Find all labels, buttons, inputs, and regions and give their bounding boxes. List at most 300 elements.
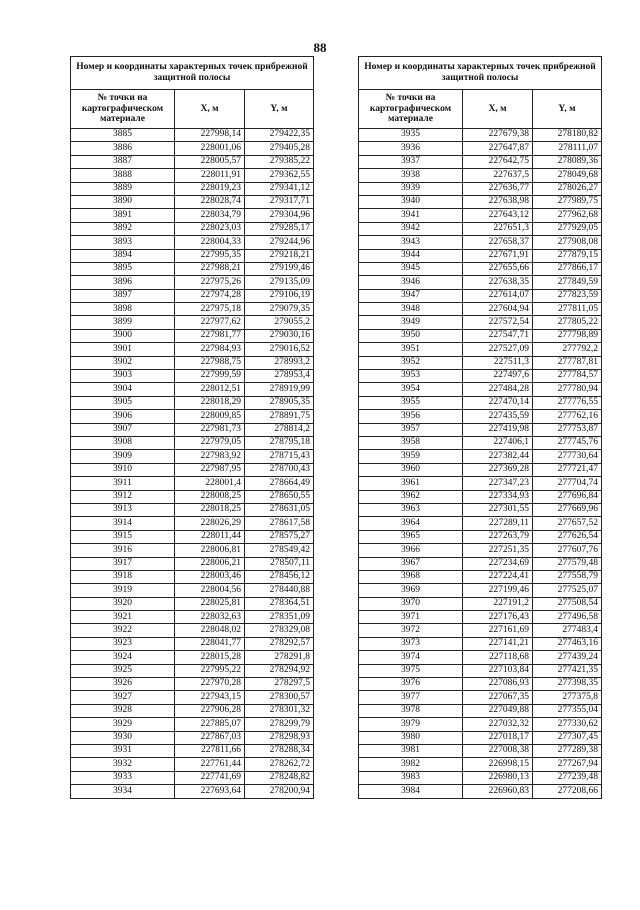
- table-row: [359, 463, 602, 476]
- table-row: [71, 758, 314, 771]
- table-row: [71, 343, 314, 356]
- x-coordinate-cell: 227655,66: [463, 262, 533, 275]
- y-coordinate-cell: 277879,15: [533, 249, 602, 262]
- point-number-cell: 3967: [359, 557, 463, 570]
- table-row: [71, 463, 314, 476]
- y-coordinate-cell: 277849,59: [533, 276, 602, 289]
- y-coordinate-cell: 277784,57: [533, 370, 602, 383]
- table-row: [359, 597, 602, 610]
- table-row: [359, 771, 602, 784]
- point-number-cell: 3935: [359, 129, 463, 142]
- x-coordinate-cell: 228009,85: [175, 410, 245, 423]
- y-coordinate-cell: 277989,75: [533, 195, 602, 208]
- table-row: [359, 651, 602, 664]
- y-coordinate-cell: 277787,81: [533, 356, 602, 369]
- point-number-cell: 3978: [359, 704, 463, 717]
- y-coordinate-cell: 277421,35: [533, 664, 602, 677]
- table-row: [71, 611, 314, 624]
- x-coordinate-cell: 227975,26: [175, 276, 245, 289]
- x-coordinate-cell: 227642,75: [463, 155, 533, 168]
- y-coordinate-cell: 278299,79: [245, 718, 314, 731]
- table-row: [71, 396, 314, 409]
- y-coordinate-cell: 278329,08: [245, 624, 314, 637]
- table-row: [71, 262, 314, 275]
- x-coordinate-cell: 228048,02: [175, 624, 245, 637]
- y-coordinate-cell: 278617,58: [245, 517, 314, 530]
- table-row: [71, 129, 314, 142]
- x-coordinate-cell: 228006,21: [175, 557, 245, 570]
- point-number-cell: 3915: [71, 530, 175, 543]
- point-number-cell: 3976: [359, 678, 463, 691]
- point-number-cell: 3901: [71, 343, 175, 356]
- point-number-cell: 3923: [71, 637, 175, 650]
- y-coordinate-cell: 279016,52: [245, 343, 314, 356]
- point-number-cell: 3961: [359, 477, 463, 490]
- y-coordinate-cell: 278891,75: [245, 410, 314, 423]
- table-row: [71, 584, 314, 597]
- x-coordinate-cell: 227999,59: [175, 370, 245, 383]
- y-coordinate-cell: 279218,21: [245, 249, 314, 262]
- table-row: [71, 316, 314, 329]
- y-coordinate-cell: 277508,54: [533, 597, 602, 610]
- point-number-cell: 3910: [71, 463, 175, 476]
- x-coordinate-cell: 227382,44: [463, 450, 533, 463]
- table-row: [359, 664, 602, 677]
- y-coordinate-cell: 278650,55: [245, 490, 314, 503]
- y-coordinate-cell: 277823,59: [533, 289, 602, 302]
- point-number-cell: 3970: [359, 597, 463, 610]
- coordinates-table-right: [358, 56, 602, 799]
- table-row: [359, 329, 602, 342]
- point-number-cell: 3937: [359, 155, 463, 168]
- y-coordinate-cell: 279362,55: [245, 169, 314, 182]
- x-coordinate-cell: 227741,69: [175, 771, 245, 784]
- table-row: [71, 329, 314, 342]
- x-coordinate-cell: 227981,77: [175, 329, 245, 342]
- x-coordinate-cell: 228019,23: [175, 182, 245, 195]
- point-number-cell: 3904: [71, 383, 175, 396]
- y-coordinate-cell: 277704,74: [533, 477, 602, 490]
- point-number-cell: 3886: [71, 142, 175, 155]
- table-row: [359, 370, 602, 383]
- x-coordinate-cell: 227867,03: [175, 731, 245, 744]
- x-coordinate-cell: 227032,32: [463, 718, 533, 731]
- x-coordinate-cell: 228018,29: [175, 396, 245, 409]
- point-number-cell: 3912: [71, 490, 175, 503]
- point-number-cell: 3906: [71, 410, 175, 423]
- table-row: [359, 570, 602, 583]
- x-coordinate-cell: 227263,79: [463, 530, 533, 543]
- column-header-x: X, м: [463, 90, 533, 129]
- x-coordinate-cell: 227638,35: [463, 276, 533, 289]
- table-row: [71, 570, 314, 583]
- y-coordinate-cell: 277307,45: [533, 731, 602, 744]
- y-coordinate-cell: 277657,52: [533, 517, 602, 530]
- x-coordinate-cell: 227470,14: [463, 396, 533, 409]
- y-coordinate-cell: 278456,12: [245, 570, 314, 583]
- y-coordinate-cell: 278700,43: [245, 463, 314, 476]
- point-number-cell: 3928: [71, 704, 175, 717]
- y-coordinate-cell: 277811,05: [533, 303, 602, 316]
- x-coordinate-cell: 228032,63: [175, 611, 245, 624]
- x-coordinate-cell: 228001,4: [175, 477, 245, 490]
- point-number-cell: 3926: [71, 678, 175, 691]
- table-row: [359, 758, 602, 771]
- y-coordinate-cell: 278298,93: [245, 731, 314, 744]
- table-row: [359, 182, 602, 195]
- table-row: [359, 678, 602, 691]
- x-coordinate-cell: 227658,37: [463, 236, 533, 249]
- x-coordinate-cell: 227693,64: [175, 785, 245, 798]
- point-number-cell: 3911: [71, 477, 175, 490]
- table-row: [359, 517, 602, 530]
- table-row: [359, 410, 602, 423]
- point-number-cell: 3898: [71, 303, 175, 316]
- table-row: [71, 517, 314, 530]
- y-coordinate-cell: 277239,48: [533, 771, 602, 784]
- point-number-cell: 3981: [359, 744, 463, 757]
- point-number-cell: 3936: [359, 142, 463, 155]
- x-coordinate-cell: 227008,38: [463, 744, 533, 757]
- y-coordinate-cell: 279199,46: [245, 262, 314, 275]
- x-coordinate-cell: 228005,57: [175, 155, 245, 168]
- column-header-y: Y, м: [533, 90, 602, 129]
- x-coordinate-cell: 226980,13: [463, 771, 533, 784]
- table-row: [71, 731, 314, 744]
- table-row: [359, 423, 602, 436]
- y-coordinate-cell: 277776,55: [533, 396, 602, 409]
- y-coordinate-cell: 278049,68: [533, 169, 602, 182]
- y-coordinate-cell: 279079,35: [245, 303, 314, 316]
- x-coordinate-cell: 227224,41: [463, 570, 533, 583]
- table-title: Номер и координаты характерных точек прибрежной защитной полосы: [71, 57, 314, 90]
- x-coordinate-cell: 228004,56: [175, 584, 245, 597]
- point-number-cell: 3934: [71, 785, 175, 798]
- x-coordinate-cell: 227199,46: [463, 584, 533, 597]
- point-number-cell: 3921: [71, 611, 175, 624]
- point-number-cell: 3897: [71, 289, 175, 302]
- point-number-cell: 3917: [71, 557, 175, 570]
- x-coordinate-cell: 227419,98: [463, 423, 533, 436]
- point-number-cell: 3952: [359, 356, 463, 369]
- point-number-cell: 3977: [359, 691, 463, 704]
- x-coordinate-cell: 227811,66: [175, 744, 245, 757]
- x-coordinate-cell: 228041,77: [175, 637, 245, 650]
- table-row: [359, 316, 602, 329]
- y-coordinate-cell: 278795,18: [245, 436, 314, 449]
- x-coordinate-cell: 228028,74: [175, 195, 245, 208]
- y-coordinate-cell: 277483,4: [533, 624, 602, 637]
- table-row: [71, 544, 314, 557]
- column-header-point: № точки на картографическом материале: [359, 90, 463, 129]
- point-number-cell: 3902: [71, 356, 175, 369]
- table-row: [359, 731, 602, 744]
- point-number-cell: 3983: [359, 771, 463, 784]
- point-number-cell: 3896: [71, 276, 175, 289]
- table-row: [359, 195, 602, 208]
- table-row: [71, 182, 314, 195]
- point-number-cell: 3965: [359, 530, 463, 543]
- point-number-cell: 3972: [359, 624, 463, 637]
- table-row: [359, 383, 602, 396]
- table-row: [71, 169, 314, 182]
- point-number-cell: 3927: [71, 691, 175, 704]
- x-coordinate-cell: 227679,38: [463, 129, 533, 142]
- x-coordinate-cell: 227636,77: [463, 182, 533, 195]
- table-row: [359, 356, 602, 369]
- y-coordinate-cell: 278364,51: [245, 597, 314, 610]
- x-coordinate-cell: 227981,73: [175, 423, 245, 436]
- x-coordinate-cell: 227251,35: [463, 544, 533, 557]
- table-row: [71, 423, 314, 436]
- y-coordinate-cell: 278507,11: [245, 557, 314, 570]
- y-coordinate-cell: 278262,72: [245, 758, 314, 771]
- table-row: [71, 410, 314, 423]
- table-row: [359, 637, 602, 650]
- table-row: [71, 651, 314, 664]
- x-coordinate-cell: 227943,15: [175, 691, 245, 704]
- x-coordinate-cell: 227103,84: [463, 664, 533, 677]
- y-coordinate-cell: 277753,87: [533, 423, 602, 436]
- y-coordinate-cell: 279106,19: [245, 289, 314, 302]
- y-coordinate-cell: 279304,96: [245, 209, 314, 222]
- x-coordinate-cell: 227527,09: [463, 343, 533, 356]
- y-coordinate-cell: 277962,68: [533, 209, 602, 222]
- point-number-cell: 3907: [71, 423, 175, 436]
- x-coordinate-cell: 228003,46: [175, 570, 245, 583]
- point-number-cell: 3964: [359, 517, 463, 530]
- y-coordinate-cell: 277330,62: [533, 718, 602, 731]
- point-number-cell: 3940: [359, 195, 463, 208]
- table-row: [71, 624, 314, 637]
- x-coordinate-cell: 227604,94: [463, 303, 533, 316]
- y-coordinate-cell: 278814,2: [245, 423, 314, 436]
- y-coordinate-cell: 277696,84: [533, 490, 602, 503]
- y-coordinate-cell: 277267,94: [533, 758, 602, 771]
- table-row: [359, 544, 602, 557]
- x-coordinate-cell: 227995,35: [175, 249, 245, 262]
- y-coordinate-cell: 278440,88: [245, 584, 314, 597]
- point-number-cell: 3960: [359, 463, 463, 476]
- y-coordinate-cell: 277745,76: [533, 436, 602, 449]
- table-row: [359, 450, 602, 463]
- x-coordinate-cell: 227979,05: [175, 436, 245, 449]
- point-number-cell: 3973: [359, 637, 463, 650]
- y-coordinate-cell: 279135,09: [245, 276, 314, 289]
- x-coordinate-cell: 227301,55: [463, 503, 533, 516]
- point-number-cell: 3933: [71, 771, 175, 784]
- y-coordinate-cell: 278631,05: [245, 503, 314, 516]
- x-coordinate-cell: 228026,29: [175, 517, 245, 530]
- table-row: [71, 490, 314, 503]
- table-row: [359, 262, 602, 275]
- point-number-cell: 3984: [359, 785, 463, 798]
- point-number-cell: 3947: [359, 289, 463, 302]
- x-coordinate-cell: 227497,6: [463, 370, 533, 383]
- x-coordinate-cell: 227141,21: [463, 637, 533, 650]
- table-row: [359, 503, 602, 516]
- y-coordinate-cell: 278664,49: [245, 477, 314, 490]
- point-number-cell: 3903: [71, 370, 175, 383]
- y-coordinate-cell: 277798,89: [533, 329, 602, 342]
- y-coordinate-cell: 279405,28: [245, 142, 314, 155]
- x-coordinate-cell: 228012,51: [175, 383, 245, 396]
- table-row: [71, 209, 314, 222]
- x-coordinate-cell: 227369,28: [463, 463, 533, 476]
- table-row: [359, 691, 602, 704]
- y-coordinate-cell: 278111,07: [533, 142, 602, 155]
- point-number-cell: 3922: [71, 624, 175, 637]
- table-row: [71, 249, 314, 262]
- table-row: [71, 383, 314, 396]
- y-coordinate-cell: 279317,71: [245, 195, 314, 208]
- x-coordinate-cell: 228023,03: [175, 222, 245, 235]
- table-row: [71, 450, 314, 463]
- x-coordinate-cell: 228025,81: [175, 597, 245, 610]
- point-number-cell: 3893: [71, 236, 175, 249]
- x-coordinate-cell: 227988,21: [175, 262, 245, 275]
- x-coordinate-cell: 226998,15: [463, 758, 533, 771]
- table-row: [71, 691, 314, 704]
- y-coordinate-cell: 278715,43: [245, 450, 314, 463]
- y-coordinate-cell: 279055,2: [245, 316, 314, 329]
- point-number-cell: 3939: [359, 182, 463, 195]
- x-coordinate-cell: 226960,83: [463, 785, 533, 798]
- x-coordinate-cell: 227161,69: [463, 624, 533, 637]
- point-number-cell: 3930: [71, 731, 175, 744]
- x-coordinate-cell: 228001,06: [175, 142, 245, 155]
- y-coordinate-cell: 278993,2: [245, 356, 314, 369]
- x-coordinate-cell: 227983,92: [175, 450, 245, 463]
- table-row: [359, 718, 602, 731]
- point-number-cell: 3942: [359, 222, 463, 235]
- point-number-cell: 3982: [359, 758, 463, 771]
- point-number-cell: 3979: [359, 718, 463, 731]
- y-coordinate-cell: 278919,99: [245, 383, 314, 396]
- point-number-cell: 3971: [359, 611, 463, 624]
- x-coordinate-cell: 227998,14: [175, 129, 245, 142]
- table-row: [359, 396, 602, 409]
- table-row: [71, 276, 314, 289]
- page-number: 88: [313, 40, 327, 55]
- point-number-cell: 3914: [71, 517, 175, 530]
- x-coordinate-cell: 227118,68: [463, 651, 533, 664]
- y-coordinate-cell: 277866,17: [533, 262, 602, 275]
- point-number-cell: 3932: [71, 758, 175, 771]
- table-row: [71, 436, 314, 449]
- y-coordinate-cell: 277579,48: [533, 557, 602, 570]
- x-coordinate-cell: 227970,28: [175, 678, 245, 691]
- point-number-cell: 3962: [359, 490, 463, 503]
- table-row: [71, 678, 314, 691]
- point-number-cell: 3941: [359, 209, 463, 222]
- table-row: [71, 155, 314, 168]
- table-row: [359, 155, 602, 168]
- y-coordinate-cell: 277463,16: [533, 637, 602, 650]
- table-row: [359, 704, 602, 717]
- point-number-cell: 3920: [71, 597, 175, 610]
- point-number-cell: 3918: [71, 570, 175, 583]
- table-row: [71, 289, 314, 302]
- y-coordinate-cell: 277558,79: [533, 570, 602, 583]
- table-row: [359, 303, 602, 316]
- point-number-cell: 3929: [71, 718, 175, 731]
- x-coordinate-cell: 227435,59: [463, 410, 533, 423]
- x-coordinate-cell: 227191,2: [463, 597, 533, 610]
- y-coordinate-cell: 278905,35: [245, 396, 314, 409]
- y-coordinate-cell: 278026,27: [533, 182, 602, 195]
- table-row: [359, 236, 602, 249]
- coordinates-table-left: [70, 56, 314, 799]
- y-coordinate-cell: 278953,4: [245, 370, 314, 383]
- point-number-cell: 3958: [359, 436, 463, 449]
- y-coordinate-cell: 277496,58: [533, 611, 602, 624]
- point-number-cell: 3957: [359, 423, 463, 436]
- table-row: [71, 222, 314, 235]
- x-coordinate-cell: 227671,91: [463, 249, 533, 262]
- table-body: [71, 129, 314, 799]
- table-row: [71, 744, 314, 757]
- point-number-cell: 3931: [71, 744, 175, 757]
- point-number-cell: 3974: [359, 651, 463, 664]
- point-number-cell: 3887: [71, 155, 175, 168]
- y-coordinate-cell: 277375,8: [533, 691, 602, 704]
- y-coordinate-cell: 279244,96: [245, 236, 314, 249]
- table-row: [71, 637, 314, 650]
- y-coordinate-cell: 277669,96: [533, 503, 602, 516]
- table-row: [359, 477, 602, 490]
- table-title: Номер и координаты характерных точек прибрежной защитной полосы: [359, 57, 602, 90]
- y-coordinate-cell: 277208,66: [533, 785, 602, 798]
- point-number-cell: 3945: [359, 262, 463, 275]
- table-row: [71, 142, 314, 155]
- y-coordinate-cell: 278294,92: [245, 664, 314, 677]
- point-number-cell: 3888: [71, 169, 175, 182]
- y-coordinate-cell: 278575,27: [245, 530, 314, 543]
- point-number-cell: 3943: [359, 236, 463, 249]
- table-row: [71, 718, 314, 731]
- x-coordinate-cell: 227761,44: [175, 758, 245, 771]
- point-number-cell: 3944: [359, 249, 463, 262]
- x-coordinate-cell: 227906,28: [175, 704, 245, 717]
- y-coordinate-cell: 277355,04: [533, 704, 602, 717]
- x-coordinate-cell: 228011,91: [175, 169, 245, 182]
- table-row: [359, 624, 602, 637]
- point-number-cell: 3949: [359, 316, 463, 329]
- table-row: [359, 289, 602, 302]
- point-number-cell: 3951: [359, 343, 463, 356]
- table-row: [359, 530, 602, 543]
- y-coordinate-cell: 277805,22: [533, 316, 602, 329]
- table-row: [359, 142, 602, 155]
- point-number-cell: 3975: [359, 664, 463, 677]
- table-row: [359, 209, 602, 222]
- table-row: [71, 664, 314, 677]
- x-coordinate-cell: 227511,3: [463, 356, 533, 369]
- table-row: [71, 785, 314, 798]
- y-coordinate-cell: 278351,09: [245, 611, 314, 624]
- x-coordinate-cell: 228011,44: [175, 530, 245, 543]
- x-coordinate-cell: 228004,33: [175, 236, 245, 249]
- point-number-cell: 3919: [71, 584, 175, 597]
- x-coordinate-cell: 228015,28: [175, 651, 245, 664]
- table-row: [71, 597, 314, 610]
- table-body: [359, 129, 602, 799]
- y-coordinate-cell: 278301,32: [245, 704, 314, 717]
- table-row: [359, 222, 602, 235]
- table-row: [71, 557, 314, 570]
- x-coordinate-cell: 227984,93: [175, 343, 245, 356]
